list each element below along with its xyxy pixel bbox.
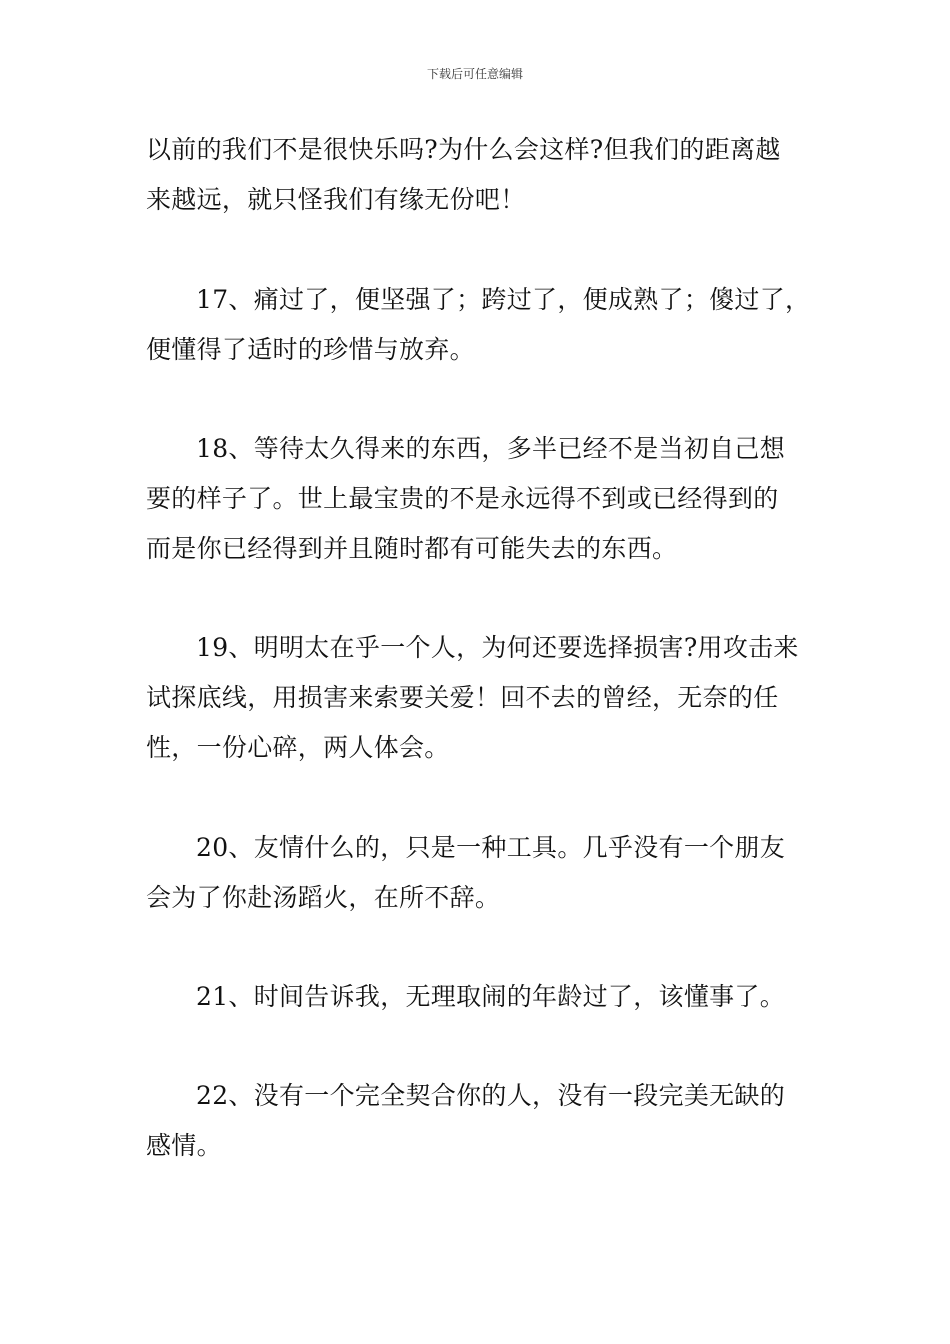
paragraph-line: 试探底线，用损害来索要关爱！回不去的曾经，无奈的任 xyxy=(146,683,779,712)
paragraph-line: 21、时间告诉我，无理取闹的年龄过了，该懂事了。 xyxy=(196,982,786,1011)
page-header: 下载后可任意编辑 xyxy=(426,67,523,81)
paragraph-line: 20、友情什么的，只是一种工具。几乎没有一个朋友 xyxy=(196,833,786,862)
paragraph-line: 22、没有一个完全契合你的人，没有一段完美无缺的 xyxy=(196,1081,786,1110)
paragraph-line: 感情。 xyxy=(146,1131,222,1160)
paragraph-line: 而是你已经得到并且随时都有可能失去的东西。 xyxy=(146,534,678,563)
paragraph-line: 便懂得了适时的珍惜与放弃。 xyxy=(146,335,475,364)
paragraph-line: 以前的我们不是很快乐吗?为什么会这样?但我们的距离越 xyxy=(146,135,781,164)
paragraph-line: 来越远，就只怪我们有缘无份吧！ xyxy=(146,185,526,214)
paragraph-line: 性，一份心碎，两人体会。 xyxy=(146,733,450,762)
paragraph-line: 会为了你赴汤蹈火，在所不辞。 xyxy=(146,883,501,912)
paragraph-line: 17、痛过了，便坚强了；跨过了，便成熟了；傻过了， xyxy=(196,285,811,314)
paragraph-line: 18、等待太久得来的东西，多半已经不是当初自己想 xyxy=(196,434,786,463)
paragraph-line: 19、明明太在乎一个人，为何还要选择损害?用攻击来 xyxy=(196,633,799,662)
paragraph-line: 要的样子了。世上最宝贵的不是永远得不到或已经得到的 xyxy=(146,484,779,513)
